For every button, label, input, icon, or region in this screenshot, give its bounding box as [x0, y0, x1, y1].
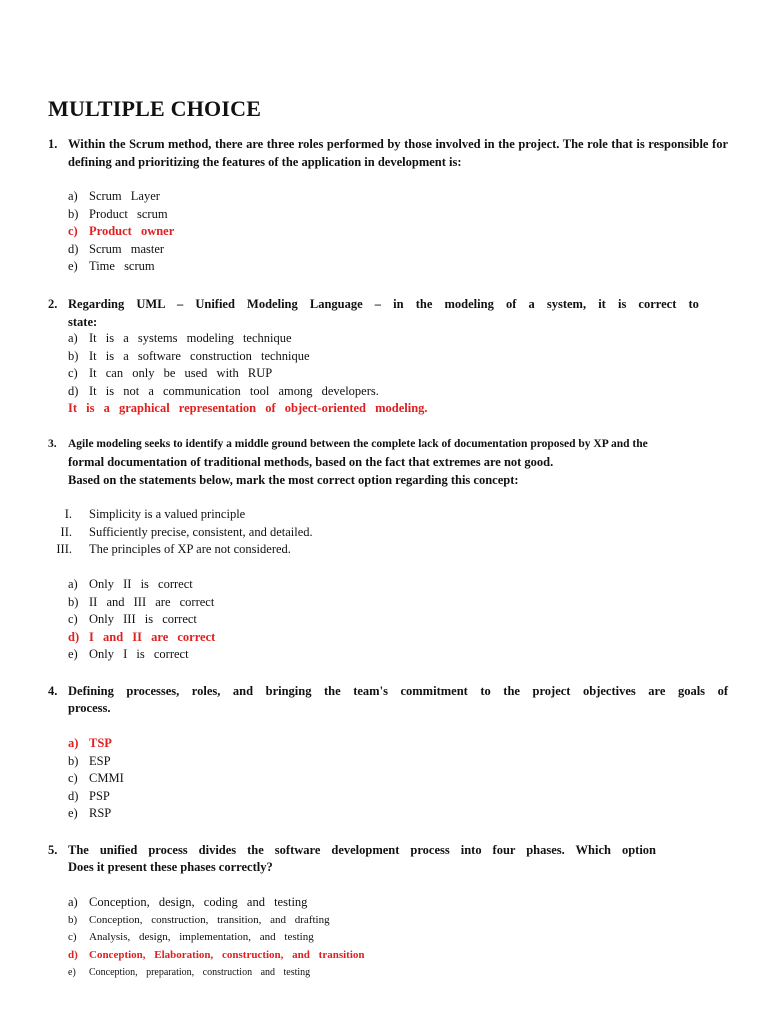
- statement-iii: III. The principles of XP are not considered.: [56, 542, 291, 557]
- question-1: [48, 136, 728, 171]
- page-title: MULTIPLE CHOICE: [48, 96, 262, 121]
- question-text: Defining processes, roles, and bringing the team's commitment to the project objectives are goals of: [68, 684, 728, 698]
- question-2: [48, 296, 728, 331]
- question-5: [48, 842, 656, 860]
- question-3: [48, 436, 768, 454]
- option-2b[interactable]: b) It is a software construction technique: [68, 348, 310, 363]
- option-3b[interactable]: b) II and III are correct: [68, 594, 215, 609]
- question-number: 2.: [48, 297, 58, 311]
- question-text-line2: formal documentation of traditional methods, based on the fact that extremes are not good.: [68, 455, 554, 469]
- statements-q3: [48, 506, 313, 559]
- question-text: Agile modeling seeks to identify a middle ground between the complete lack of documentation proposed by XP and the: [68, 438, 648, 450]
- option-5e[interactable]: e) Conception, preparation, construction and testing: [68, 967, 311, 979]
- option-1b[interactable]: b) Product scrum: [68, 206, 168, 221]
- option-5c[interactable]: c) Analysis, design, implementation, and testing: [68, 931, 314, 944]
- statement-i: I. Simplicity is a valued principle: [64, 507, 246, 521]
- option-3d-correct[interactable]: d) I and II are correct: [68, 629, 216, 644]
- option-1d[interactable]: d) Scrum master: [68, 241, 165, 256]
- options-q4: [68, 735, 124, 823]
- question-number: 3.: [48, 438, 57, 450]
- option-5d-correct[interactable]: d) Conception, Elaboration, construction, and transition: [68, 948, 365, 961]
- question-number: 5.: [48, 843, 58, 857]
- option-4c[interactable]: c) CMMI: [68, 771, 124, 786]
- option-2e-correct[interactable]: It is a graphical representation of object-oriented modeling.: [68, 401, 428, 416]
- question-5-continued: [48, 859, 728, 877]
- options-q2: [68, 330, 428, 418]
- question-text-line2: Does it present these phases correctly?: [68, 860, 273, 874]
- question-4: [48, 683, 728, 701]
- question-text-line3: Based on the statements below, mark the most correct option regarding this concept:: [68, 472, 519, 487]
- option-3c[interactable]: c) Only III is correct: [68, 612, 197, 627]
- question-number: 1.: [48, 137, 58, 151]
- question-number: 4.: [48, 684, 58, 698]
- option-2c[interactable]: c) It can only be used with RUP: [68, 366, 273, 381]
- statement-ii: II. Sufficiently precise, consistent, and detailed.: [60, 524, 313, 539]
- question-text-line2: process.: [68, 701, 111, 715]
- options-q1: [68, 188, 174, 276]
- option-3a[interactable]: a) Only II is correct: [68, 577, 193, 591]
- option-4e[interactable]: e) RSP: [68, 806, 112, 821]
- options-q3: [68, 576, 215, 664]
- options-q5: [68, 894, 365, 982]
- question-text: Regarding UML – Unified Modeling Language – in the modeling of a system, it is correct to state:: [68, 297, 699, 329]
- option-4b[interactable]: b) ESP: [68, 753, 111, 768]
- option-4d[interactable]: d) PSP: [68, 788, 110, 803]
- option-2d[interactable]: d) It is not a communication tool among developers.: [68, 383, 379, 398]
- option-4a-correct[interactable]: a) TSP: [68, 736, 112, 750]
- option-1c-correct[interactable]: c) Product owner: [68, 224, 175, 239]
- option-5a[interactable]: a) Conception, design, coding and testing: [68, 895, 308, 909]
- option-1a[interactable]: a) Scrum Layer: [68, 189, 160, 203]
- question-4-continued: [48, 700, 728, 718]
- option-1e[interactable]: e) Time scrum: [68, 259, 155, 274]
- question-3-continued: [48, 454, 728, 489]
- question-text: The unified process divides the software development process into four phases. Which option: [68, 843, 656, 857]
- question-text: Within the Scrum method, there are three roles performed by those involved in the project. The role that is responsible for defining and prioritizing the features of the application in development is:: [68, 137, 728, 169]
- option-5b[interactable]: b) Conception, construction, transition, and drafting: [68, 913, 330, 926]
- option-3e[interactable]: e) Only I is correct: [68, 647, 189, 662]
- option-2a[interactable]: a) It is a systems modeling technique: [68, 331, 292, 345]
